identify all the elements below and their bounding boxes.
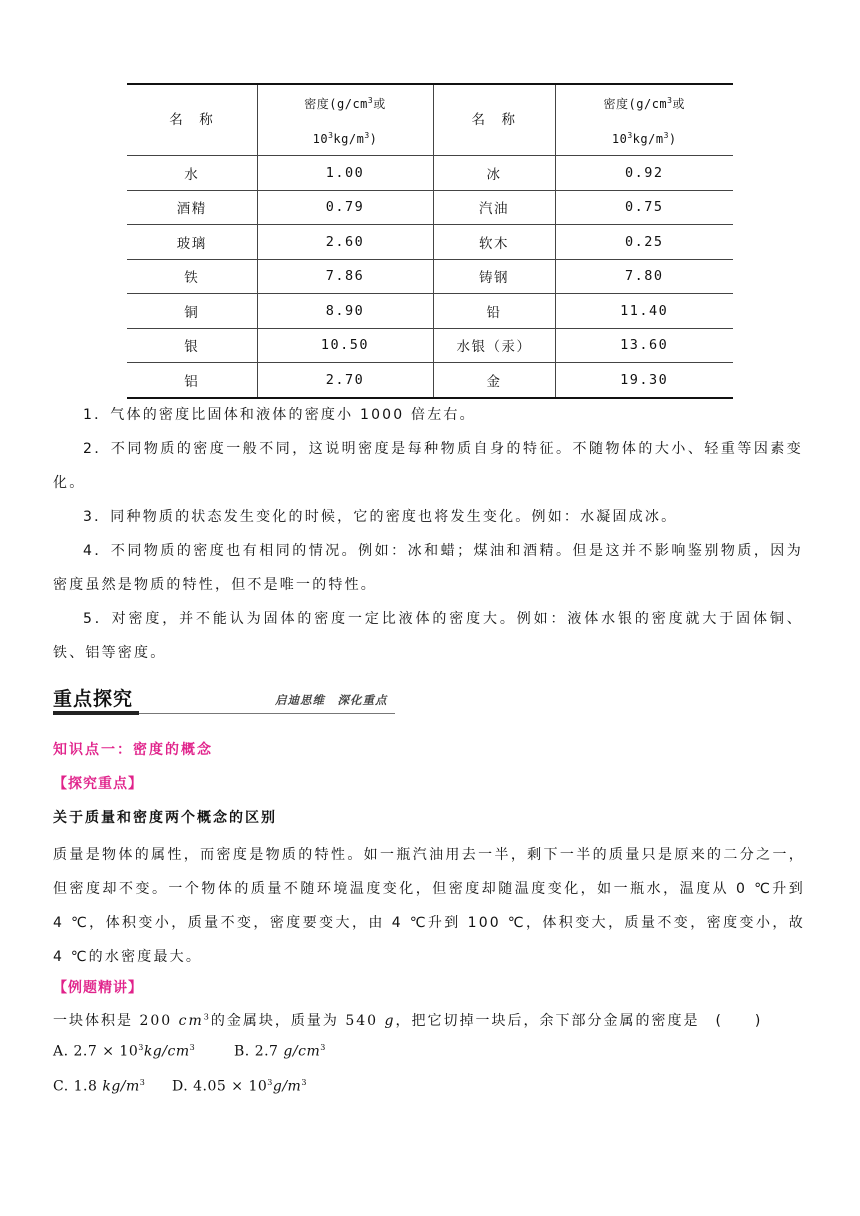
table-row — [127, 259, 733, 294]
section-subtitle: 启迪思维 深化重点 — [275, 693, 388, 707]
substance-name: 软木 — [433, 225, 555, 260]
density-value: 8.90 — [257, 294, 433, 329]
table-row — [127, 225, 733, 260]
table-header-row — [127, 84, 733, 156]
table-row — [127, 294, 733, 329]
section-title: 重点探究 — [53, 688, 134, 710]
substance-name: 金 — [433, 363, 555, 398]
explore-tag: 【探究重点】 — [53, 776, 143, 792]
option-d[interactable]: D. $4.05 \times 10^3g/m^3$ — [172, 1078, 307, 1095]
density-value: 11.40 — [555, 294, 733, 329]
option-a[interactable]: A. $2.7 \times 10^3kg/cm^3$ — [53, 1043, 196, 1060]
question-text: 一块体积是 200 $cm^3$的金属块，质量为 540 g，把它切掉一块后，余下部分金属的密度是 ( ) — [53, 1012, 763, 1029]
substance-name: 水银（汞） — [433, 328, 555, 363]
note-item: 5．对密度，并不能认为固体的密度一定比液体的密度大。例如：液体水银的密度就大于固体铜、铁、铝等密度。 — [53, 611, 803, 661]
density-value: 2.70 — [257, 363, 433, 398]
option-c[interactable]: C. 1.8 $kg/m^3$ — [53, 1078, 146, 1095]
substance-name: 铜 — [127, 294, 257, 329]
density-value: 0.75 — [555, 190, 733, 225]
note-item: 1．气体的密度比固体和液体的密度小 1000 倍左右。 — [83, 407, 476, 423]
header-density-right: 密度($g/cm^3$或 $10^3kg/m^3$) — [555, 84, 733, 156]
density-value: 7.86 — [257, 259, 433, 294]
header-density-left: 密度($g/cm^3$或 $10^3kg/m^3$) — [257, 84, 433, 156]
density-value: 13.60 — [555, 328, 733, 363]
density-value: 7.80 — [555, 259, 733, 294]
density-value: 10.50 — [257, 328, 433, 363]
substance-name: 酒精 — [127, 190, 257, 225]
example-tag: 【例题精讲】 — [53, 980, 143, 996]
notes-list — [53, 398, 803, 670]
density-value: 1.00 — [257, 156, 433, 191]
subheading: 关于质量和密度两个概念的区别 — [53, 810, 277, 826]
density-value: 2.60 — [257, 225, 433, 260]
density-value: 19.30 — [555, 363, 733, 398]
header-name-right: 名 称 — [433, 84, 555, 156]
table-row — [127, 363, 733, 398]
explanation-paragraph: 质量是物体的属性，而密度是物质的特性。如一瓶汽油用去一半，剩下一半的质量只是原来的二分之一，但密度却不变。一个物体的质量不随环境温度变化，但密度却随温度变化，如一瓶水，温度从 0 ℃升到 4 ℃，体积变小，质量不变，密度要变大，由 4 ℃升到 100 ℃，体积变大，质量不变，密度变小，故 4 ℃的水密度最大。 — [53, 847, 805, 965]
divider — [139, 713, 395, 714]
substance-name: 汽油 — [433, 190, 555, 225]
substance-name: 铁 — [127, 259, 257, 294]
substance-name: 铸钢 — [433, 259, 555, 294]
option-b[interactable]: B. 2.7 $g/cm^3$ — [234, 1043, 326, 1060]
density-value: 0.92 — [555, 156, 733, 191]
section-banner — [53, 684, 395, 718]
substance-name: 银 — [127, 328, 257, 363]
knowledge-point-heading: 知识点一：密度的概念 — [53, 742, 213, 758]
substance-name: 玻璃 — [127, 225, 257, 260]
substance-name: 冰 — [433, 156, 555, 191]
table-row — [127, 190, 733, 225]
header-name-left: 名 称 — [127, 84, 257, 156]
note-item: 3．同种物质的状态发生变化的时候，它的密度也将发生变化。例如：水凝固成冰。 — [83, 509, 678, 525]
density-table — [127, 83, 733, 399]
density-value: 0.25 — [555, 225, 733, 260]
substance-name: 水 — [127, 156, 257, 191]
substance-name: 铅 — [433, 294, 555, 329]
note-item: 4．不同物质的密度也有相同的情况。例如：冰和蜡；煤油和酒精。但是这并不影响鉴别物质，因为密度虽然是物质的特性，但不是唯一的特性。 — [53, 543, 803, 593]
title-underline — [53, 711, 139, 715]
density-value: 0.79 — [257, 190, 433, 225]
note-item: 2．不同物质的密度一般不同，这说明密度是每种物质自身的特征。不随物体的大小、轻重等因素变化。 — [53, 441, 803, 491]
table-row — [127, 156, 733, 191]
substance-name: 铝 — [127, 363, 257, 398]
table-row — [127, 328, 733, 363]
